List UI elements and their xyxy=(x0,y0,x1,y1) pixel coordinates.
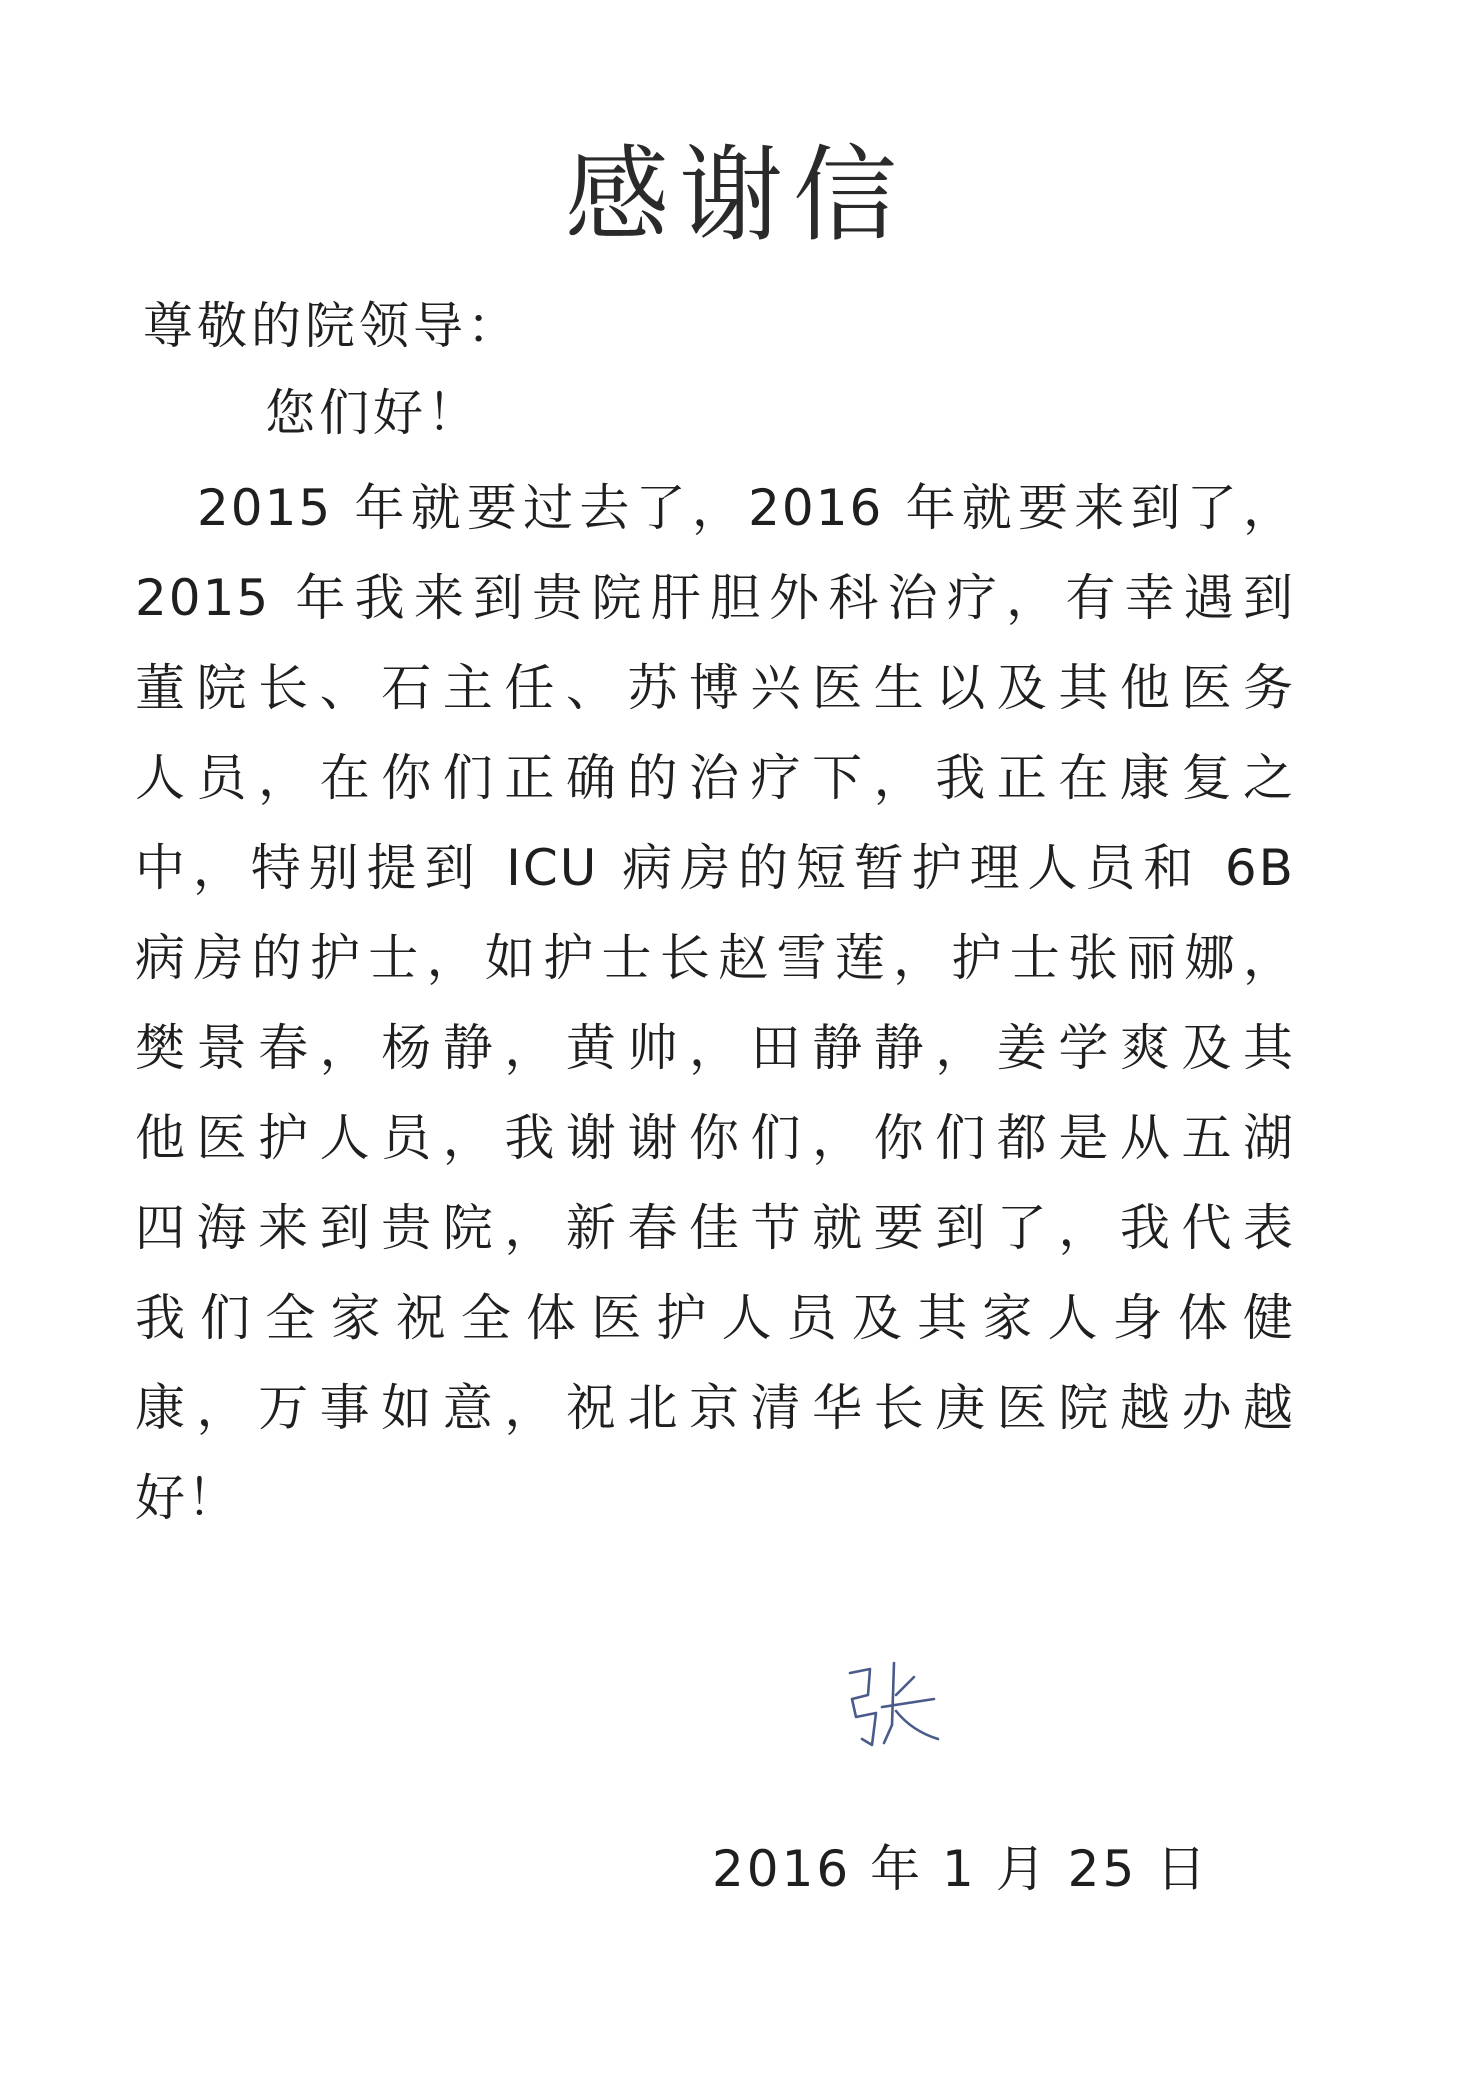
body-line: 2015 年就要过去了，2016 年就要来到了， xyxy=(197,479,1295,537)
letter-title: 感谢信 xyxy=(564,134,907,256)
body-line: 2015 年我来到贵院肝胆外科治疗，有幸遇到 xyxy=(135,569,1295,627)
body-line: 他医护人员，我谢谢你们，你们都是从五湖 xyxy=(135,1109,1295,1167)
body-line: 樊景春，杨静，黄帅，田静静，姜学爽及其 xyxy=(135,1019,1295,1077)
handwritten-signature xyxy=(842,1655,952,1755)
body-line: 中，特别提到 ICU 病房的短暂护理人员和 6B xyxy=(135,839,1295,897)
body-line: 四海来到贵院，新春佳节就要到了，我代表 xyxy=(135,1199,1295,1257)
greeting: 您们好！ xyxy=(265,384,481,442)
body-line: 我们全家祝全体医护人员及其家人身体健 xyxy=(135,1289,1295,1347)
body-line: 康，万事如意，祝北京清华长庚医院越办越 xyxy=(135,1379,1295,1437)
body-line: 病房的护士，如护士长赵雪莲，护士张丽娜， xyxy=(135,929,1295,987)
body-line: 好！ xyxy=(135,1469,239,1527)
salutation: 尊敬的院领导： xyxy=(143,297,521,355)
letter-body xyxy=(135,463,1295,1543)
letter-date: 2016 年 1 月 25 日 xyxy=(712,1840,1210,1898)
body-line: 人员，在你们正确的治疗下，我正在康复之 xyxy=(135,749,1295,807)
body-line: 董院长、石主任、苏博兴医生以及其他医务 xyxy=(135,659,1295,717)
